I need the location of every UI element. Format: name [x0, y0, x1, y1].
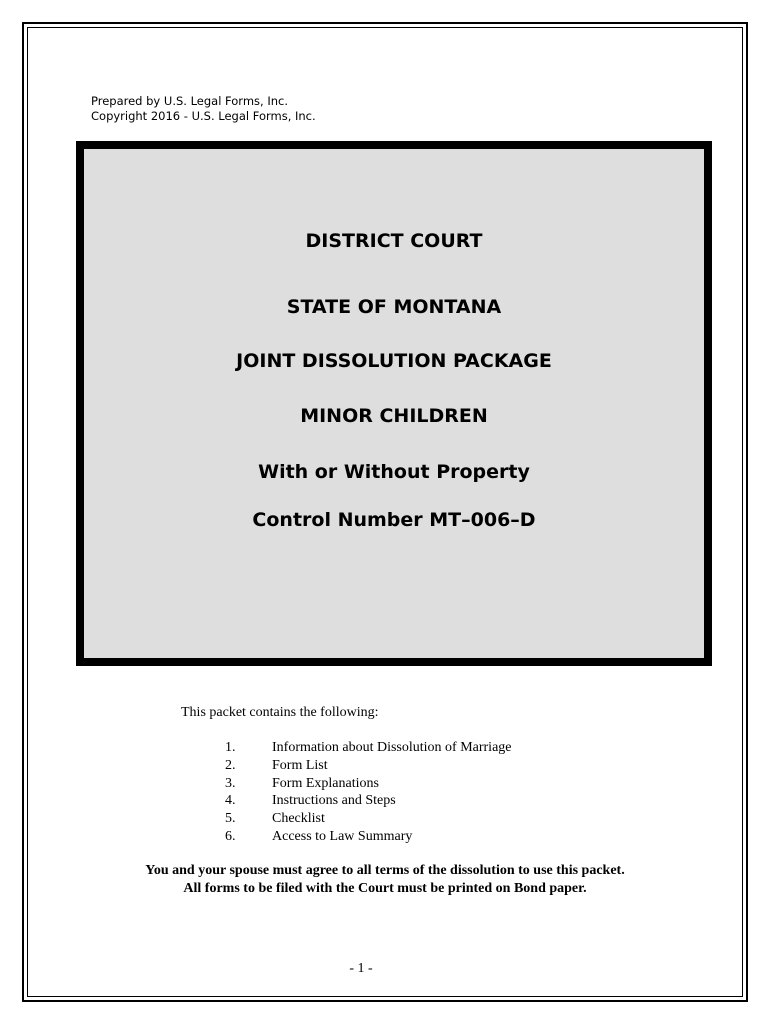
list-item: [225, 792, 512, 810]
list-item-number: 3.: [225, 775, 236, 791]
list-item-label: Information about Dissolution of Marriage: [272, 740, 512, 755]
children-title: MINOR CHILDREN: [300, 405, 488, 427]
list-item-label: Form List: [272, 757, 328, 773]
list-item-label: Access to Law Summary: [272, 828, 413, 844]
list-item-number: 1.: [225, 740, 236, 755]
list-item: [225, 775, 512, 793]
control-number: Control Number MT–006–D: [252, 509, 536, 531]
preparer-note: [91, 94, 316, 124]
page-number: - 1 -: [349, 961, 373, 976]
contents-intro: This packet contains the following:: [181, 705, 379, 720]
list-item-label: Instructions and Steps: [272, 793, 396, 809]
list-item-label: Form Explanations: [272, 775, 379, 791]
copyright-line: Copyright 2016 - U.S. Legal Forms, Inc.: [91, 109, 316, 123]
list-item: [225, 757, 512, 775]
list-item-label: Checklist: [272, 811, 325, 827]
list-item: [225, 739, 512, 757]
list-item-number: 5.: [225, 811, 236, 827]
agreement-notice: You and your spouse must agree to all terms of the dissolution to use this packet.: [145, 863, 625, 878]
state-title: STATE OF MONTANA: [286, 296, 502, 318]
package-title: JOINT DISSOLUTION PACKAGE: [236, 350, 552, 372]
title-box: [76, 141, 712, 666]
list-item-number: 6.: [225, 828, 236, 844]
list-item: [225, 810, 512, 828]
property-title: With or Without Property: [258, 461, 530, 483]
bond-paper-notice: All forms to be filed with the Court must be printed on Bond paper.: [183, 881, 587, 896]
list-item-number: 4.: [225, 793, 236, 809]
list-item: [225, 828, 512, 846]
court-title: DISTRICT COURT: [305, 230, 483, 252]
contents-list: [225, 739, 512, 846]
prepared-by-line: Prepared by U.S. Legal Forms, Inc.: [91, 94, 288, 108]
list-item-number: 2.: [225, 757, 236, 773]
